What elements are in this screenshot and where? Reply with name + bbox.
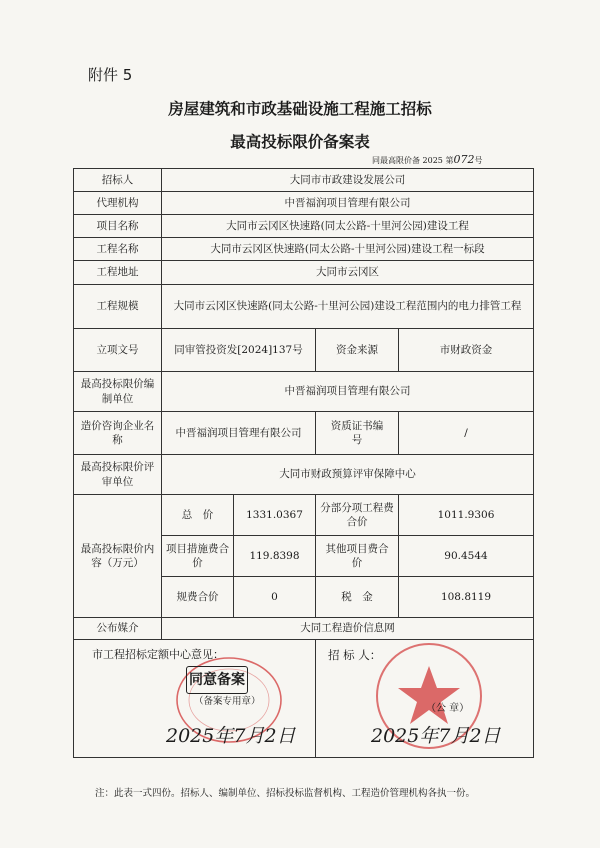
total-price-value: 1331.0367 [234, 495, 316, 536]
tenderer-seal-note: （公 章） [426, 703, 470, 714]
approval-label: 立项文号 [74, 329, 162, 372]
subitem-cost-label: 分部分项工程费合价 [316, 495, 399, 536]
approval-center-label: 市工程招标定额中心意见： [92, 648, 224, 661]
fund-source-label: 资金来源 [316, 329, 399, 372]
project-name-label: 项目名称 [74, 215, 162, 238]
media-label: 公布媒介 [74, 618, 162, 640]
measures-cost-label: 项目措施费合 价 [162, 536, 234, 577]
footnote: 注：此表一式四份。招标人、编制单位、招标投标监督机构、工程造价管理机构各执一份。 [95, 788, 476, 799]
other-cost-label: 其他项目费合 价 [316, 536, 399, 577]
record-number [372, 153, 482, 166]
agency-label: 代理机构 [74, 192, 162, 215]
document-title-line1: 房屋建筑和市政基础设施工程施工招标 [168, 100, 432, 118]
agency-value: 中晋福润项目管理有限公司 [162, 192, 534, 215]
record-number-suffix: 号 [474, 156, 483, 165]
engineering-name-value: 大同市云冈区快速路(同太公路-十里河公园)建设工程一标段 [162, 238, 534, 261]
compiler-label: 最高投标限价编制单位 [74, 372, 162, 412]
record-table [73, 168, 534, 758]
record-number-prefix: 同最高限价备 2025 第 [372, 156, 454, 165]
reviewer-value: 大同市财政预算评审保障中心 [162, 455, 534, 495]
subitem-cost-value: 1011.9306 [399, 495, 534, 536]
tax-label: 税 金 [316, 577, 399, 618]
scale-label: 工程规模 [74, 285, 162, 329]
approval-value: 同审管投资发[2024]137号 [162, 329, 316, 372]
reviewer-label: 最高投标限价评审单位 [74, 455, 162, 495]
engineering-name-label: 工程名称 [74, 238, 162, 261]
fees-label: 规费合价 [162, 577, 234, 618]
compiler-value: 中晋福润项目管理有限公司 [162, 372, 534, 412]
document-title-line2: 最高投标限价备案表 [230, 133, 370, 151]
other-cost-value: 90.4544 [399, 536, 534, 577]
tenderer-sign-cell [316, 640, 534, 758]
consultant-label: 造价咨询企业名称 [74, 412, 162, 455]
record-number-value: 072 [453, 153, 475, 166]
total-price-label: 总 价 [162, 495, 234, 536]
certificate-label: 资质证书编 号 [316, 412, 399, 455]
scale-value: 大同市云冈区快速路(同太公路-十里河公园)建设工程范围内的电力排管工程 [162, 285, 534, 329]
tenderer-date: 2025年7月2日 [371, 725, 501, 747]
certificate-value: / [399, 412, 534, 455]
measures-cost-value: 119.8398 [234, 536, 316, 577]
consultant-value: 中晋福润项目管理有限公司 [162, 412, 316, 455]
approval-stamp-text: 同意备案 [186, 666, 248, 694]
tenderer-value: 大同市市政建设发展公司 [162, 169, 534, 192]
project-name-value: 大同市云冈区快速路(同太公路-十里河公园)建设工程 [162, 215, 534, 238]
approval-center-cell [74, 640, 316, 758]
tax-value: 108.8119 [399, 577, 534, 618]
approval-stamp-note: （备案专用章） [194, 696, 261, 707]
address-label: 工程地址 [74, 261, 162, 285]
attachment-label: 附件 5 [88, 66, 133, 84]
fees-value: 0 [234, 577, 316, 618]
price-content-label: 最高投标限价内容（万元） [74, 495, 162, 618]
tenderer-label: 招标人 [74, 169, 162, 192]
tenderer-sign-label: 招 标 人： [328, 648, 382, 662]
approval-date: 2025年7月2日 [166, 725, 296, 747]
address-value: 大同市云冈区 [162, 261, 534, 285]
media-value: 大同工程造价信息网 [162, 618, 534, 640]
fund-source-value: 市财政资金 [399, 329, 534, 372]
